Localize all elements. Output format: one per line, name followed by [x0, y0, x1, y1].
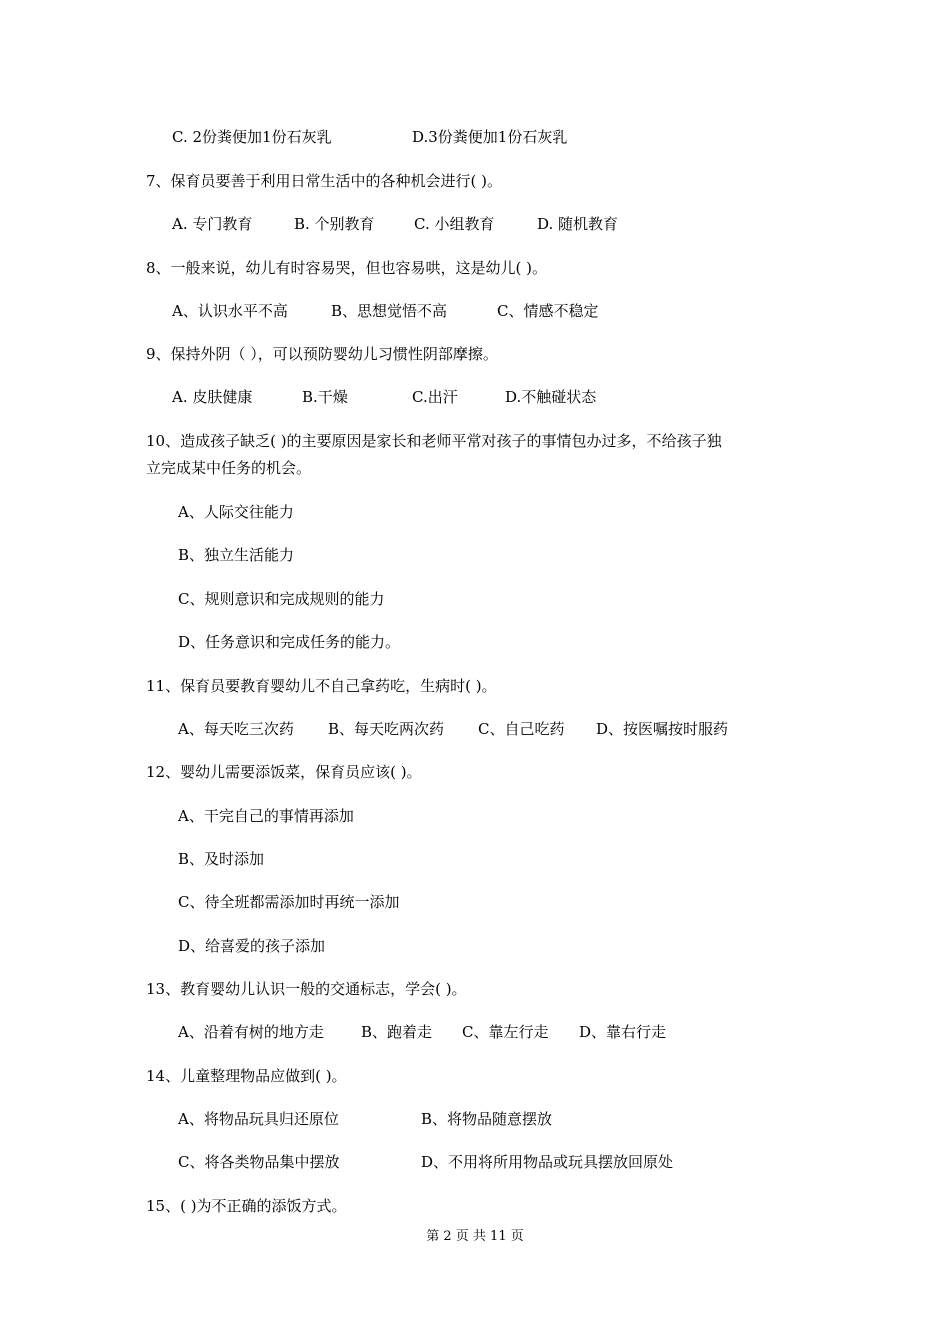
q12-option-d: D、给喜爱的孩子添加 [178, 937, 326, 955]
q9-stem: 9、保持外阴（ ），可以预防婴幼儿习惯性阴部摩擦。 [146, 345, 498, 363]
q11-option-d: D、按医嘱按时服药 [596, 720, 729, 738]
q10-stem-line1: 10、造成孩子缺乏( )的主要原因是家长和老师平常对孩子的事情包办过多，不给孩子独 [146, 432, 722, 450]
q12-option-b: B、及时添加 [178, 850, 265, 868]
q6-option-c: C. 2份粪便加1份石灰乳 [172, 128, 332, 146]
q12-option-a: A、干完自己的事情再添加 [178, 807, 354, 825]
q10-option-b: B、独立生活能力 [178, 546, 295, 564]
q14-option-b: B、将物品随意摆放 [421, 1110, 553, 1128]
q9-option-c: C.出汗 [412, 388, 458, 406]
q12-option-c: C、待全班都需添加时再统一添加 [178, 893, 400, 911]
q9-option-b: B.干燥 [302, 388, 348, 406]
q13-option-c: C、靠左行走 [462, 1023, 549, 1041]
page-number: 第 2 页 共 11 页 [426, 1229, 524, 1244]
q14-option-d: D、不用将所用物品或玩具摆放回原处 [421, 1153, 674, 1171]
q7-stem: 7、保育员要善于利用日常生活中的各种机会进行( )。 [146, 172, 503, 190]
q13-option-a: A、沿着有树的地方走 [178, 1023, 324, 1041]
q8-option-b: B、思想觉悟不高 [331, 302, 448, 320]
q9-option-d: D.不触碰状态 [505, 388, 597, 406]
q14-option-a: A、将物品玩具归还原位 [178, 1110, 339, 1128]
q13-stem: 13、教育婴幼儿认识一般的交通标志，学会( )。 [146, 980, 467, 998]
q14-stem: 14、儿童整理物品应做到( )。 [146, 1067, 347, 1085]
q8-option-a: A、认识水平不高 [172, 302, 288, 320]
q13-option-b: B、跑着走 [361, 1023, 433, 1041]
q7-option-d: D. 随机教育 [537, 215, 619, 233]
q6-option-d: D.3份粪便加1份石灰乳 [412, 128, 568, 146]
q11-option-c: C、自己吃药 [478, 720, 565, 738]
q10-stem-line2: 立完成某中任务的机会。 [146, 459, 312, 477]
q8-stem: 8、一般来说，幼儿有时容易哭，但也容易哄，这是幼儿( )。 [146, 259, 548, 277]
q12-stem: 12、婴幼儿需要添饭菜，保育员应该( )。 [146, 763, 422, 781]
q10-option-a: A、人际交往能力 [178, 503, 294, 521]
q10-option-d: D、任务意识和完成任务的能力。 [178, 633, 401, 651]
q9-option-a: A. 皮肤健康 [172, 388, 253, 406]
q11-option-b: B、每天吃两次药 [328, 720, 445, 738]
q11-stem: 11、保育员要教育婴幼儿不自己拿药吃，生病时( )。 [146, 677, 497, 695]
q15-stem: 15、( )为不正确的添饭方式。 [146, 1197, 347, 1215]
q13-option-d: D、靠右行走 [579, 1023, 667, 1041]
q10-option-c: C、规则意识和完成规则的能力 [178, 590, 385, 608]
q8-option-c: C、情感不稳定 [497, 302, 599, 320]
q7-option-a: A. 专门教育 [172, 215, 253, 233]
q11-option-a: A、每天吃三次药 [178, 720, 294, 738]
q7-option-c: C. 小组教育 [414, 215, 495, 233]
q14-option-c: C、将各类物品集中摆放 [178, 1153, 340, 1171]
q7-option-b: B. 个别教育 [294, 215, 375, 233]
